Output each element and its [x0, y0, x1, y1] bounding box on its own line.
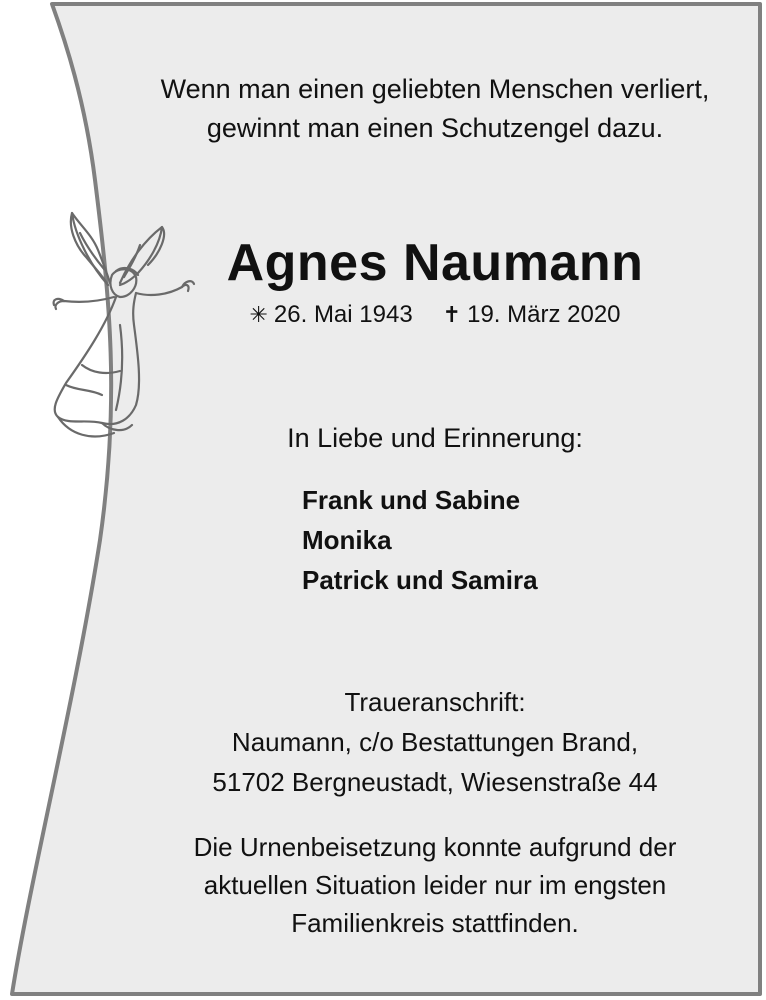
family-member: Monika: [302, 525, 392, 555]
quote: [140, 70, 730, 148]
mourning-address: [160, 682, 710, 802]
address-heading: Traueranschrift:: [344, 687, 526, 717]
note-line-1: Die Urnenbeisetzung konnte aufgrund der: [193, 832, 677, 862]
birth-star-icon: ✳: [249, 302, 268, 327]
burial-note: [160, 828, 710, 942]
death-date: 19. März 2020: [467, 301, 621, 328]
memory-text: In Liebe und Erinnerung:: [287, 423, 583, 453]
family-member: Patrick und Samira: [302, 565, 538, 595]
quote-line-1: Wenn man einen geliebten Menschen verliert,: [160, 74, 710, 104]
family-list: [302, 480, 538, 600]
family-member: Frank und Sabine: [302, 485, 521, 515]
note-line-3: Familienkreis stattfinden.: [291, 908, 579, 938]
life-dates: [200, 298, 670, 332]
address-line-2: 51702 Bergneustadt, Wiesenstraße 44: [212, 767, 658, 797]
deceased-name: Agnes Naumann: [226, 234, 644, 292]
death-cross-icon: ✝: [442, 302, 462, 327]
quote-line-2: gewinnt man einen Schutzengel dazu.: [206, 113, 664, 143]
note-line-2: aktuellen Situation leider nur im engsten: [203, 870, 667, 900]
birth-date: 26. Mai 1943: [273, 301, 413, 328]
address-line-1: Naumann, c/o Bestattungen Brand,: [231, 727, 639, 757]
